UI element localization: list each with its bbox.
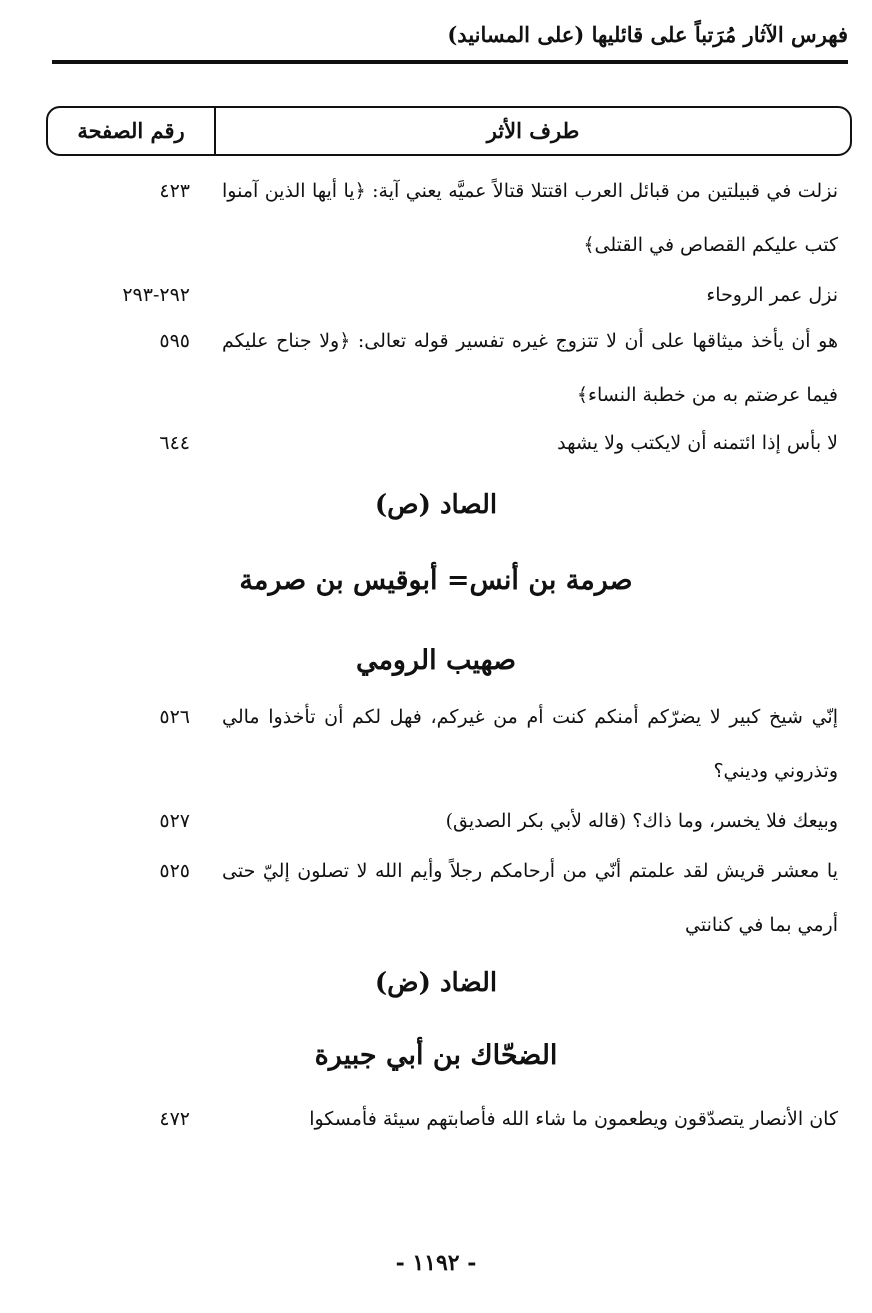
entry-text: نزل عمر الروحاء (706, 284, 838, 306)
entry-page-number: ٥٢٧ (159, 810, 190, 832)
entry-page-number: ٥٩٥ (159, 330, 190, 352)
entry-text: كان الأنصار يتصدّقون ويطعمون ما شاء الله فأصابتهم سيئة فأمسكوا (309, 1108, 838, 1130)
entry-page-number: ٥٢٦ (159, 706, 190, 728)
entry-page-number: ٢٩٢-٢٩٣ (122, 284, 190, 306)
person-heading-dahhak: الضحّاك بن أبي جبيرة (314, 1040, 558, 1071)
entry-text: نزلت في قبيلتين من قبائل العرب اقتتلا قتالاً عميَّه يعني آية: ﴿يا أيها الذين آمنوا كتب عليكم القصاص في القتلى﴾ (222, 180, 838, 256)
entry-page-number: ٦٤٤ (159, 432, 190, 454)
entry-page-number: ٤٧٢ (159, 1108, 190, 1130)
entry-text: وبيعك فلا يخسر، وما ذاك؟ (قاله لأبي بكر الصديق) (445, 810, 838, 832)
letter-heading-dad: الضاد (ض) (374, 968, 498, 998)
entry-page-number: ٤٢٣ (159, 180, 190, 202)
running-header (52, 16, 848, 64)
entry-text: لا بأس إذا ائتمنه أن لايكتب ولا يشهد (557, 432, 838, 454)
text-column-header: طرف الأثر (486, 118, 580, 143)
cross-reference-heading: صرمة بن أنس= أبوقيس بن صرمة (239, 565, 633, 596)
page-number: - ١١٩٢ - (395, 1250, 477, 1276)
entry-text: إنّي شيخ كبير لا يضرّكم أمنكم كنت أم من غيركم، فهل لكم أن تأخذوا مالي وتذروني وديني؟ (222, 706, 838, 782)
entry-text: هو أن يأخذ ميثاقها على أن لا تتزوج غيره تفسير قوله تعالى: ﴿ولا جناح عليكم فيما عرضتم به من خطبة النساء﴾ (222, 330, 838, 406)
entry-page-number: ٥٢٥ (159, 860, 190, 882)
running-header-title: فهرس الآثار مُرَتباً على قائليها (على المسانيد) (447, 22, 848, 47)
letter-heading-sad: الصاد (ص) (374, 490, 498, 520)
table-header (46, 106, 852, 156)
page-column-header: رقم الصفحة (77, 118, 185, 143)
entry-text: يا معشر قريش لقد علمتم أنّي من أرحامكم رجلاً وأيم الله لا تصلون إليّ حتى أرمي بما في كنانتي (222, 860, 838, 936)
person-heading-suhayb: صهيب الرومي (355, 645, 517, 676)
